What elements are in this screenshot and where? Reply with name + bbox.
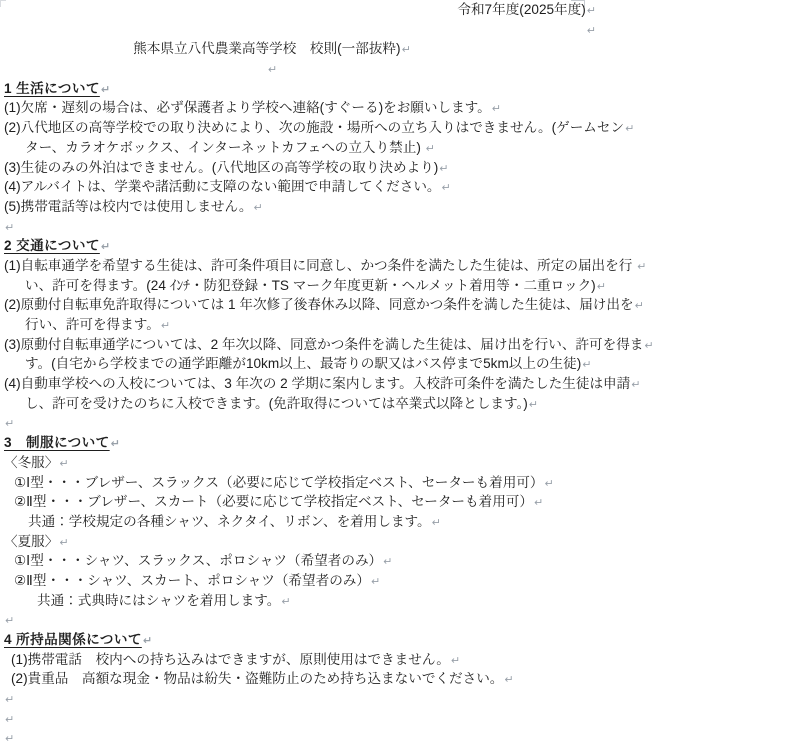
paragraph-line (4, 513, 800, 533)
empty-paragraph (4, 710, 800, 730)
paragraph-mark-icon: ↵ (425, 142, 435, 155)
paragraph-line (4, 552, 800, 572)
paragraph-text: (2)八代地区の高等学校での取り決めにより、次の施設・場所への立ち入りはできません。(ゲームセン (4, 120, 625, 136)
paragraph-text: ①Ⅰ型・・・ブレザー、スラックス（必要に応じて学校指定ベスト、セーターも着用可） (14, 474, 544, 490)
paragraph-text: 4 所持品関係について (4, 632, 142, 647)
empty-paragraph (4, 729, 800, 749)
document-title (4, 40, 540, 60)
paragraph-mark-icon: ↵ (441, 182, 451, 195)
paragraph-mark-icon: ↵ (637, 260, 647, 273)
paragraph-mark-icon: ↵ (582, 359, 592, 372)
paragraph-text: 共通：式典時にはシャツを着用します。 (37, 592, 281, 608)
paragraph-mark-icon: ↵ (5, 713, 15, 726)
paragraph-text: (3)生徒のみの外泊はできません。(八代地区の高等学校の取り決めより) (4, 159, 439, 175)
paragraph-line (4, 454, 800, 474)
paragraph-line (4, 119, 800, 139)
paragraph-mark-icon: ↵ (5, 221, 15, 234)
paragraph-line (4, 592, 800, 612)
paragraph-mark-icon: ↵ (267, 64, 278, 77)
paragraph-text: (3)原動付自転車通学については、2 年次以降、同意かつ条件を満した生徒は、届け出を行い、許可を得ま (4, 336, 644, 352)
paragraph-mark-icon: ↵ (100, 241, 111, 254)
paragraph-line (4, 493, 800, 513)
paragraph-text: (2)貴重品 高額な現金・物品は紛失・盗難防止のため持ち込まないでください。 (11, 671, 504, 687)
paragraph-line (4, 198, 800, 218)
paragraph-text: (5)携帯電話等は校内では使用しません。 (4, 198, 253, 214)
empty-paragraph (4, 21, 596, 41)
paragraph-mark-icon: ↵ (634, 300, 644, 313)
paragraph-line (4, 336, 800, 356)
paragraph-line (4, 355, 800, 375)
paragraph-text: ②Ⅱ型・・・ブレザー、スカート（必要に応じて学校指定ベスト、セーターも着用可） (14, 494, 533, 510)
paragraph-text: 3 制服について (4, 435, 110, 451)
paragraph-mark-icon: ↵ (439, 162, 449, 175)
paragraph-line (4, 395, 800, 415)
paragraph-text: い、許可を得ます。(24 ｲﾝﾁ・防犯登録・TS マーク年度更新・ヘルメット着用等・二重ロック) (25, 277, 596, 293)
paragraph-text: ②Ⅱ型・・・シャツ、スカート、ポロシャツ（希望者のみ） (14, 572, 370, 588)
section-heading (4, 434, 800, 454)
paragraph-line (4, 474, 800, 494)
paragraph-text: (2)原動付自転車免許取得については 1 年次修了後春休み以降、同意かつ条件を満した生徒は、届け出を (4, 297, 634, 313)
paragraph-mark-icon: ↵ (281, 595, 291, 608)
paragraph-mark-icon: ↵ (371, 575, 381, 588)
paragraph-text: 熊本県立八代農業高等学校 校則(一部抜粋) (133, 41, 401, 57)
paragraph-line (4, 375, 800, 395)
paragraph-mark-icon: ↵ (110, 438, 121, 451)
section-heading (4, 80, 800, 100)
paragraph-mark-icon: ↵ (5, 733, 15, 746)
paragraph-mark-icon: ↵ (160, 320, 171, 332)
paragraph-mark-icon: ↵ (528, 398, 538, 411)
paragraph-mark-icon: ↵ (5, 615, 15, 628)
paragraph-line (4, 277, 800, 297)
section-heading (4, 237, 800, 257)
paragraph-mark-icon: ↵ (401, 44, 411, 57)
paragraph-mark-icon: ↵ (491, 103, 501, 116)
paragraph-mark-icon: ↵ (431, 516, 441, 529)
paragraph-line (4, 178, 800, 198)
paragraph-mark-icon: ↵ (59, 536, 69, 549)
fiscal-year-label (4, 1, 596, 21)
section-heading (4, 631, 800, 651)
paragraph-text: す。(自宅から学校までの通学距離が10km以上、最寄りの駅又はバス停まで5km以上の生徒) (25, 356, 582, 372)
paragraph-mark-icon: ↵ (586, 24, 596, 37)
paragraph-line (4, 139, 800, 159)
paragraph-text: (1)携帯電話 校内への持ち込みはできますが、原則使用はできません。 (11, 651, 450, 667)
paragraph-text: (4)アルバイトは、学業や諸活動に支障のない範囲で申請してください。 (4, 179, 441, 195)
paragraph-mark-icon: ↵ (544, 477, 554, 490)
paragraph-text: 〈夏服〉 (4, 533, 59, 549)
paragraph-line (4, 296, 800, 316)
paragraph-mark-icon: ↵ (142, 635, 153, 647)
paragraph-text: ター、カラオケボックス、インターネットカフェへの立入り禁止) (25, 139, 425, 155)
document-page (4, 1, 800, 749)
paragraph-line (4, 316, 800, 336)
paragraph-text: (4)自動車学校への入校については、3 年次の 2 学期に案内します。入校許可条件を満たした生徒は申請 (4, 376, 631, 392)
paragraph-mark-icon: ↵ (383, 556, 393, 569)
paragraph-line (4, 572, 800, 592)
paragraph-mark-icon: ↵ (100, 83, 111, 96)
paragraph-text: 行い、許可を得ます。 (25, 317, 160, 332)
paragraph-mark-icon: ↵ (625, 123, 635, 136)
paragraph-text: 〈冬服〉 (4, 454, 59, 470)
paragraph-line (4, 159, 800, 179)
paragraph-mark-icon: ↵ (586, 5, 596, 17)
paragraph-mark-icon: ↵ (59, 457, 69, 470)
paragraph-mark-icon: ↵ (534, 497, 544, 510)
paragraph-mark-icon: ↵ (504, 674, 514, 687)
empty-paragraph (4, 690, 800, 710)
paragraph-text: 2 交通について (4, 238, 100, 254)
paragraph-line (4, 533, 800, 553)
paragraph-text: し、許可を受けたのちに入校できます。(免許取得については卒業式以降とします。) (25, 395, 528, 411)
paragraph-mark-icon: ↵ (5, 418, 15, 431)
paragraph-mark-icon: ↵ (631, 379, 641, 392)
paragraph-mark-icon: ↵ (253, 201, 263, 214)
paragraph-mark-icon: ↵ (5, 694, 15, 707)
paragraph-text: (1)自転車通学を希望する生徒は、許可条件項目に同意し、かつ条件を満たした生徒は、所定の届出を行 (4, 257, 637, 273)
empty-paragraph (4, 611, 800, 631)
empty-paragraph (4, 414, 800, 434)
paragraph-line (4, 99, 800, 119)
paragraph-mark-icon: ↵ (644, 339, 654, 352)
paragraph-text: 共通：学校規定の各種シャツ、ネクタイ、リボン、を着用します。 (28, 513, 431, 529)
empty-paragraph (4, 218, 800, 238)
paragraph-text: 令和7年度(2025年度) (457, 2, 586, 17)
paragraph-line (4, 670, 800, 690)
empty-paragraph (4, 60, 540, 80)
paragraph-text: ①Ⅰ型・・・シャツ、スラックス、ポロシャツ（希望者のみ） (14, 553, 383, 569)
paragraph-line (4, 651, 800, 671)
paragraph-text: (1)欠席・遅刻の場合は、必ず保護者より学校へ連絡(すぐーる)をお願いします。 (4, 100, 491, 116)
paragraph-line (4, 257, 800, 277)
paragraph-mark-icon: ↵ (596, 280, 606, 293)
paragraph-mark-icon: ↵ (450, 654, 461, 667)
paragraph-text: 1 生活について (4, 80, 100, 96)
